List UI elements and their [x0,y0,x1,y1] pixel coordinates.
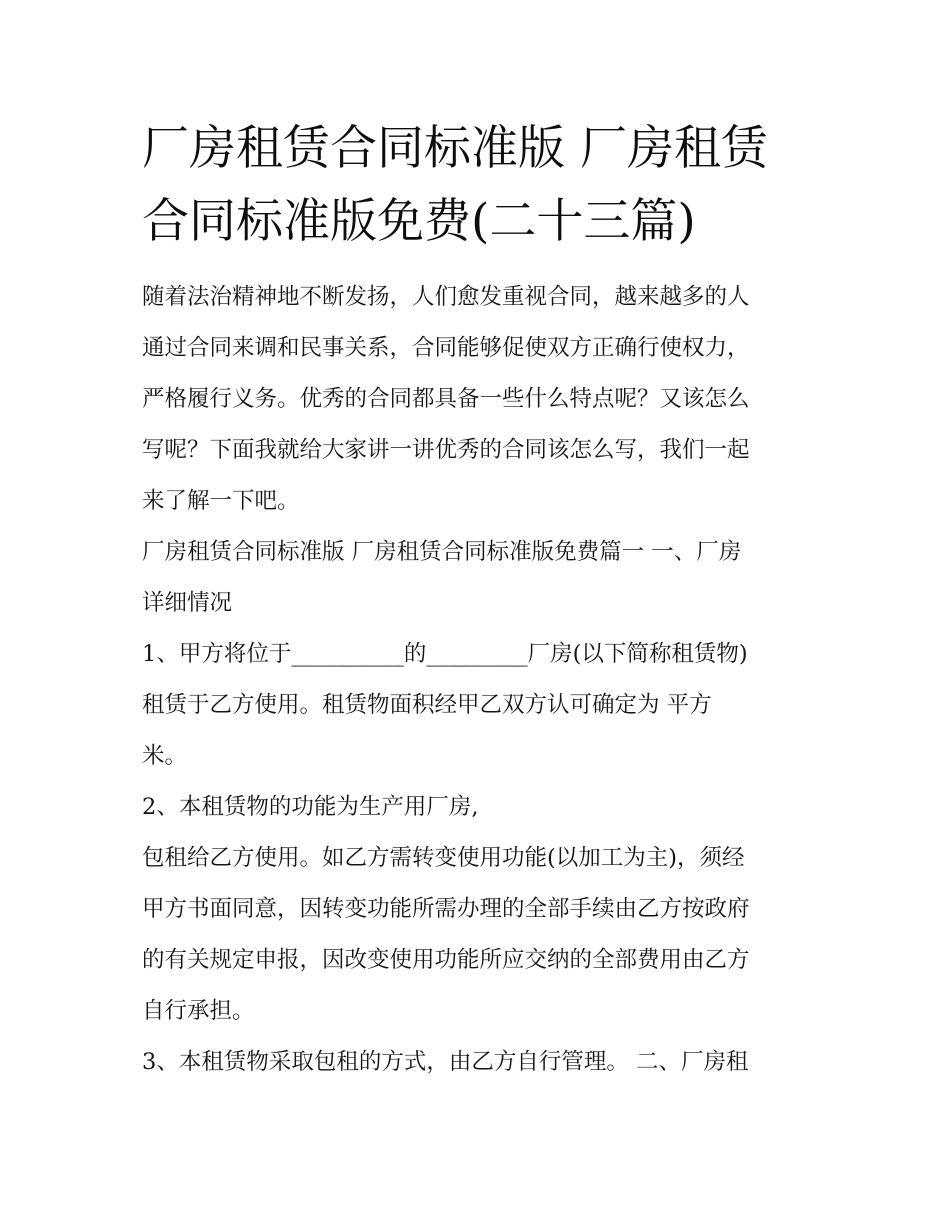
title-line: 合同标准版免费(二十三篇) [142,194,696,249]
text-line: 1、甲方将位于__________的_________厂房(以下简称租赁物) [142,641,748,667]
text-line: 写呢？下面我就给大家讲一讲优秀的合同该怎么写，我们一起 [142,437,750,463]
text-line: 租赁于乙方使用。租赁物面积经甲乙双方认可确定为 平方 [142,692,712,718]
text-line: 厂房租赁合同标准版 厂房租赁合同标准版免费篇一 一、厂房 [142,539,742,565]
text-line: 严格履行义务。优秀的合同都具备一些什么特点呢？又该怎么 [142,386,750,412]
text-line: 自行承担。 [142,998,255,1024]
intro-paragraph [142,272,814,527]
text-line: 包租给乙方使用。如乙方需转变使用功能(以加工为主)，须经 [142,845,745,871]
clause-2-continuation-paragraph [142,833,814,1037]
section-heading-paragraph [142,527,814,629]
text-line: 详细情况 [142,590,233,616]
document-title [142,112,814,258]
text-line: 3、本租赁物采取包租的方式，由乙方自行管理。 二、厂房租 [142,1049,749,1075]
text-line: 来了解一下吧。 [142,488,300,514]
text-line: 2、本租赁物的功能为生产用厂房, [142,794,479,820]
document-body [142,112,814,1088]
clause-1-paragraph [142,629,814,782]
text-line: 的有关规定申报，因改变使用功能所应交纳的全部费用由乙方 [142,947,750,973]
text-line: 通过合同来调和民事关系，合同能够促使双方正确行使权力， [142,335,750,361]
title-line: 厂房租赁合同标准版 厂房租赁 [142,121,768,176]
text-line: 米。 [142,743,188,769]
clause-2-paragraph [142,782,814,833]
clause-3-paragraph [142,1037,814,1088]
text-line: 随着法治精神地不断发扬，人们愈发重视合同，越来越多的人 [142,284,750,310]
text-line: 甲方书面同意，因转变功能所需办理的全部手续由乙方按政府 [142,896,750,922]
